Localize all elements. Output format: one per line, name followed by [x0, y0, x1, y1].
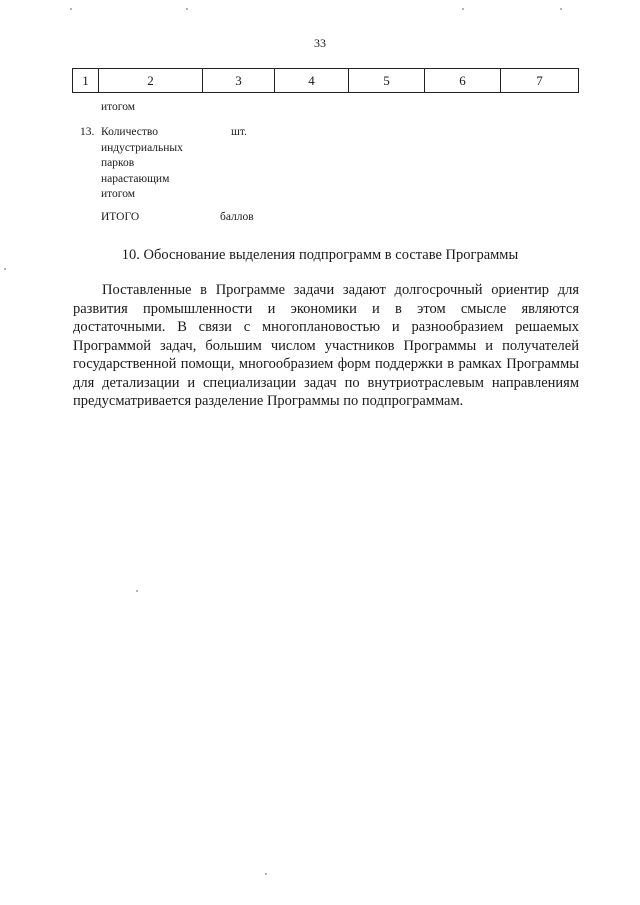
scan-speck [4, 268, 6, 270]
scan-speck [265, 873, 267, 875]
scan-speck [560, 8, 562, 10]
scan-speck [136, 590, 138, 592]
row-13-name-line: итогом [101, 188, 136, 200]
column-header: 1 [73, 69, 99, 93]
row-13-name-line: парков [101, 157, 135, 169]
column-header: 2 [99, 69, 203, 93]
row-13-name-line: нарастающим [101, 172, 170, 185]
scan-speck [186, 8, 188, 10]
scan-speck [70, 8, 72, 10]
column-header: 6 [425, 69, 501, 93]
scan-speck [462, 8, 464, 10]
section-heading: 10. Обоснование выделения подпрограмм в составе Программы [121, 247, 519, 263]
row-13-name-line: индустриальных [101, 141, 183, 154]
total-label: ИТОГО [101, 211, 140, 223]
column-header: 7 [501, 69, 579, 93]
row-13-number: 13. [80, 126, 95, 138]
row-13-unit: шт. [231, 126, 247, 138]
table-row [73, 69, 579, 93]
row-13-name-line: Количество [101, 126, 158, 138]
section-paragraph: Поставленные в Программе задачи задают долгосрочный ориентир для развития промышленности и экономики и в этом смысле являются достаточными. В связи с многоплановостью и разнообразием решаемых Программой задач, большим числом участников Программы и получателей государственной помощи, многообразием форм поддержки в рамках Программы для детализации и специализации задач по внутриотраслевым направлениям предусматривается разделение Программы по подпрограммам. [73, 282, 579, 409]
total-unit: баллов [220, 211, 254, 223]
page-number: 33 [314, 36, 326, 50]
column-header: 4 [275, 69, 349, 93]
column-header: 3 [203, 69, 275, 93]
row-continuation-label: итогом [101, 101, 136, 113]
column-number-header-table [72, 68, 579, 93]
row-13-name [101, 125, 211, 203]
column-header: 5 [349, 69, 425, 93]
